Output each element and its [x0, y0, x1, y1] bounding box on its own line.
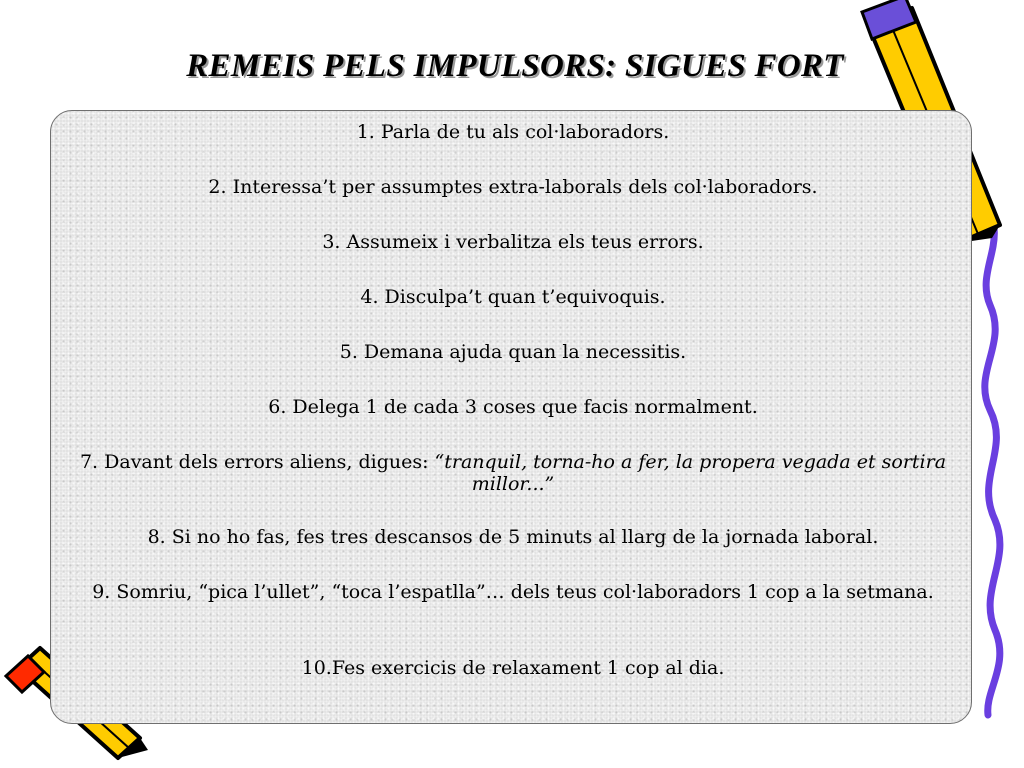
list-item: 3. Assumeix i verbalitza els teus errors. — [322, 231, 704, 253]
list-item: 9. Somriu, “pica l’ullet”, “toca l’espatlla”… dels teus col·laboradors 1 cop a la setmana. — [92, 581, 934, 603]
list-item — [60, 451, 966, 495]
list-item: 4. Disculpa’t quan t’equivoquis. — [360, 286, 666, 308]
list-item-text: 7. Davant dels errors aliens, digues: — [79, 451, 435, 473]
list-item: 1. Parla de tu als col·laboradors. — [356, 121, 670, 143]
squiggle-line — [985, 205, 1000, 715]
list-item: 2. Interessa’t per assumptes extra-laborals dels col·laboradors. — [208, 176, 818, 198]
list-item: 6. Delega 1 de cada 3 coses que facis normalment. — [268, 396, 758, 418]
list-item: 5. Demana ajuda quan la necessitis. — [339, 341, 687, 363]
list-item: 10.Fes exercicis de relaxament 1 cop al dia. — [301, 657, 725, 679]
page-title: REMEIS PELS IMPULSORS: SIGUES FORT — [186, 48, 844, 84]
list-item-quote: “tranquil, torna-ho a fer, la propera vegada et sortira millor...” — [434, 451, 947, 495]
list-item: 8. Si no ho fas, fes tres descansos de 5 minuts al llarg de la jornada laboral. — [147, 526, 879, 548]
